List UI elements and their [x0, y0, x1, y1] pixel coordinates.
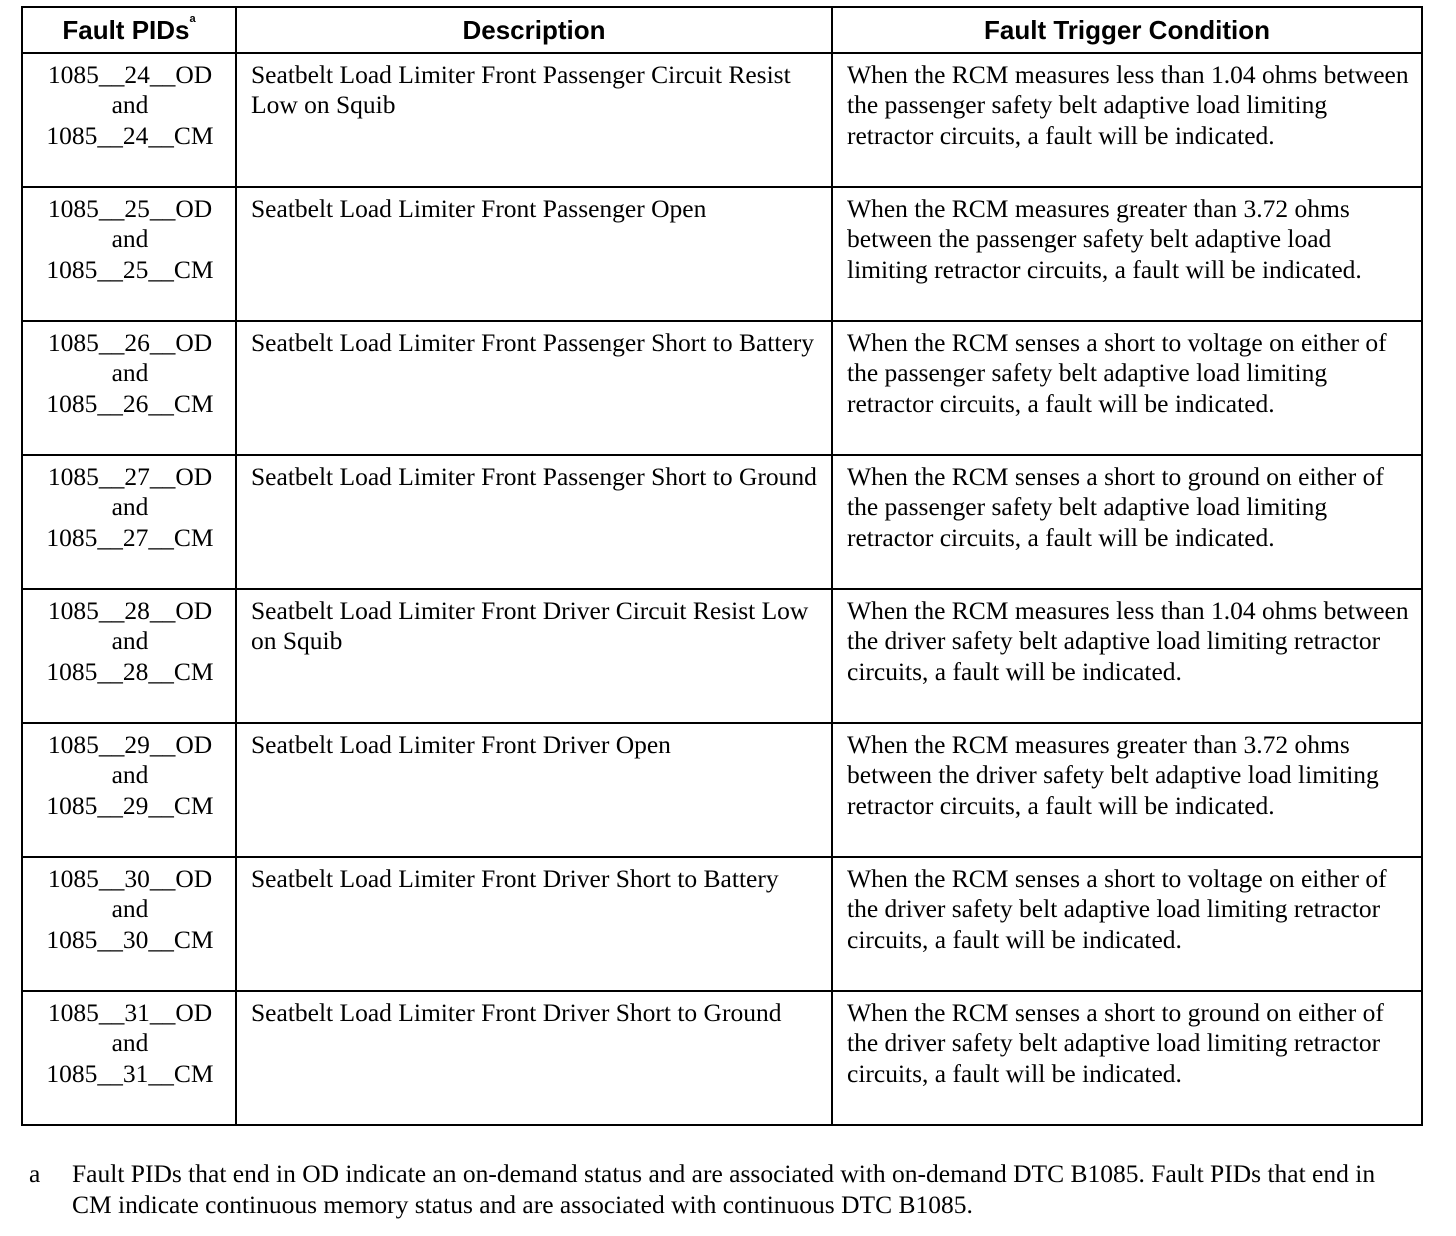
- trigger-condition-cell: When the RCM measures greater than 3.72 ohms between the driver safety belt adaptive load limiting retractor circuits, a fault will be indicated.: [832, 723, 1422, 857]
- trigger-condition-cell: When the RCM measures greater than 3.72 ohms between the passenger safety belt adaptive load limiting retractor circuits, a fault will be indicated.: [832, 187, 1422, 321]
- fault-pid-cell: [22, 857, 236, 991]
- trigger-condition-cell: When the RCM measures less than 1.04 ohms between the passenger safety belt adaptive load limiting retractor circuits, a fault will be indicated.: [832, 53, 1422, 187]
- description-cell: Seatbelt Load Limiter Front Passenger Circuit Resist Low on Squib: [236, 53, 832, 187]
- description-cell: Seatbelt Load Limiter Front Passenger Short to Battery: [236, 321, 832, 455]
- table-row: [22, 455, 1422, 589]
- trigger-condition-cell: When the RCM senses a short to voltage on either of the driver safety belt adaptive load limiting retractor circuits, a fault will be indicated.: [832, 857, 1422, 991]
- fault-pid-od: 1085__26__OD: [47, 328, 213, 357]
- table-row: [22, 723, 1422, 857]
- fault-pid-cm: 1085__29__CM: [46, 790, 214, 820]
- header-fault-pids-label: Fault PIDs: [62, 14, 190, 45]
- fault-pid-cell: [22, 991, 236, 1125]
- table-body: [22, 53, 1422, 1125]
- fault-pid-cell: [22, 53, 236, 187]
- description-cell: Seatbelt Load Limiter Front Driver Circuit Resist Low on Squib: [236, 589, 832, 723]
- table-row: [22, 187, 1422, 321]
- description-cell: Seatbelt Load Limiter Front Driver Open: [236, 723, 832, 857]
- fault-pid-cm: 1085__25__CM: [46, 254, 214, 284]
- fault-pid-cell: [22, 321, 236, 455]
- fault-pid-cm: 1085__24__CM: [46, 120, 214, 150]
- table-row: [22, 589, 1422, 723]
- table-row: [22, 991, 1422, 1125]
- description-cell: Seatbelt Load Limiter Front Passenger Open: [236, 187, 832, 321]
- fault-pid-od: 1085__24__OD: [47, 60, 213, 89]
- fault-pid-cm: 1085__27__CM: [46, 522, 214, 552]
- table-row: [22, 321, 1422, 455]
- header-fault-trigger-condition: Fault Trigger Condition: [832, 7, 1422, 53]
- fault-pid-od: 1085__27__OD: [47, 462, 213, 491]
- footnote-text: Fault PIDs that end in OD indicate an on-demand status and are associated with on-demand DTC B1085. Fault PIDs that end in CM indicate continuous memory status and are associated with continuous DTC B1085.: [72, 1159, 1376, 1219]
- fault-pid-and: and: [111, 224, 149, 254]
- fault-pid-and: and: [111, 894, 149, 924]
- fault-pid-and: and: [111, 492, 149, 522]
- fault-pid-od: 1085__30__OD: [47, 864, 213, 893]
- trigger-condition-cell: When the RCM senses a short to ground on either of the passenger safety belt adaptive load limiting retractor circuits, a fault will be indicated.: [832, 455, 1422, 589]
- fault-pid-od: 1085__29__OD: [47, 730, 213, 759]
- fault-pid-cm: 1085__28__CM: [46, 656, 214, 686]
- fault-pid-table: [21, 6, 1423, 1126]
- fault-pid-cell: [22, 187, 236, 321]
- fault-pid-cm: 1085__30__CM: [46, 924, 214, 954]
- table-row: [22, 53, 1422, 187]
- footnote-reference: a: [189, 12, 196, 25]
- fault-pid-cell: [22, 723, 236, 857]
- fault-pid-and: and: [111, 358, 149, 388]
- fault-pid-and: and: [111, 626, 149, 656]
- fault-pid-cell: [22, 589, 236, 723]
- fault-pid-and: and: [111, 1028, 149, 1058]
- fault-pid-cm: 1085__31__CM: [46, 1058, 214, 1088]
- fault-pid-and: and: [111, 760, 149, 790]
- fault-pid-cell: [22, 455, 236, 589]
- table-row: [22, 857, 1422, 991]
- trigger-condition-cell: When the RCM senses a short to voltage on either of the passenger safety belt adaptive load limiting retractor circuits, a fault will be indicated.: [832, 321, 1422, 455]
- header-fault-pids: [22, 7, 236, 53]
- fault-pid-od: 1085__25__OD: [47, 194, 213, 223]
- footnote-marker: a: [29, 1159, 41, 1188]
- description-cell: Seatbelt Load Limiter Front Driver Short to Ground: [236, 991, 832, 1125]
- table-header-row: [22, 7, 1422, 53]
- description-cell: Seatbelt Load Limiter Front Driver Short to Battery: [236, 857, 832, 991]
- footnote: [29, 1158, 1419, 1220]
- fault-pid-od: 1085__31__OD: [47, 998, 213, 1027]
- fault-pid-cm: 1085__26__CM: [46, 388, 214, 418]
- header-description: Description: [236, 7, 832, 53]
- description-cell: Seatbelt Load Limiter Front Passenger Short to Ground: [236, 455, 832, 589]
- trigger-condition-cell: When the RCM senses a short to ground on either of the driver safety belt adaptive load limiting retractor circuits, a fault will be indicated.: [832, 991, 1422, 1125]
- fault-pid-od: 1085__28__OD: [47, 596, 213, 625]
- trigger-condition-cell: When the RCM measures less than 1.04 ohms between the driver safety belt adaptive load limiting retractor circuits, a fault will be indicated.: [832, 589, 1422, 723]
- fault-pid-and: and: [111, 90, 149, 120]
